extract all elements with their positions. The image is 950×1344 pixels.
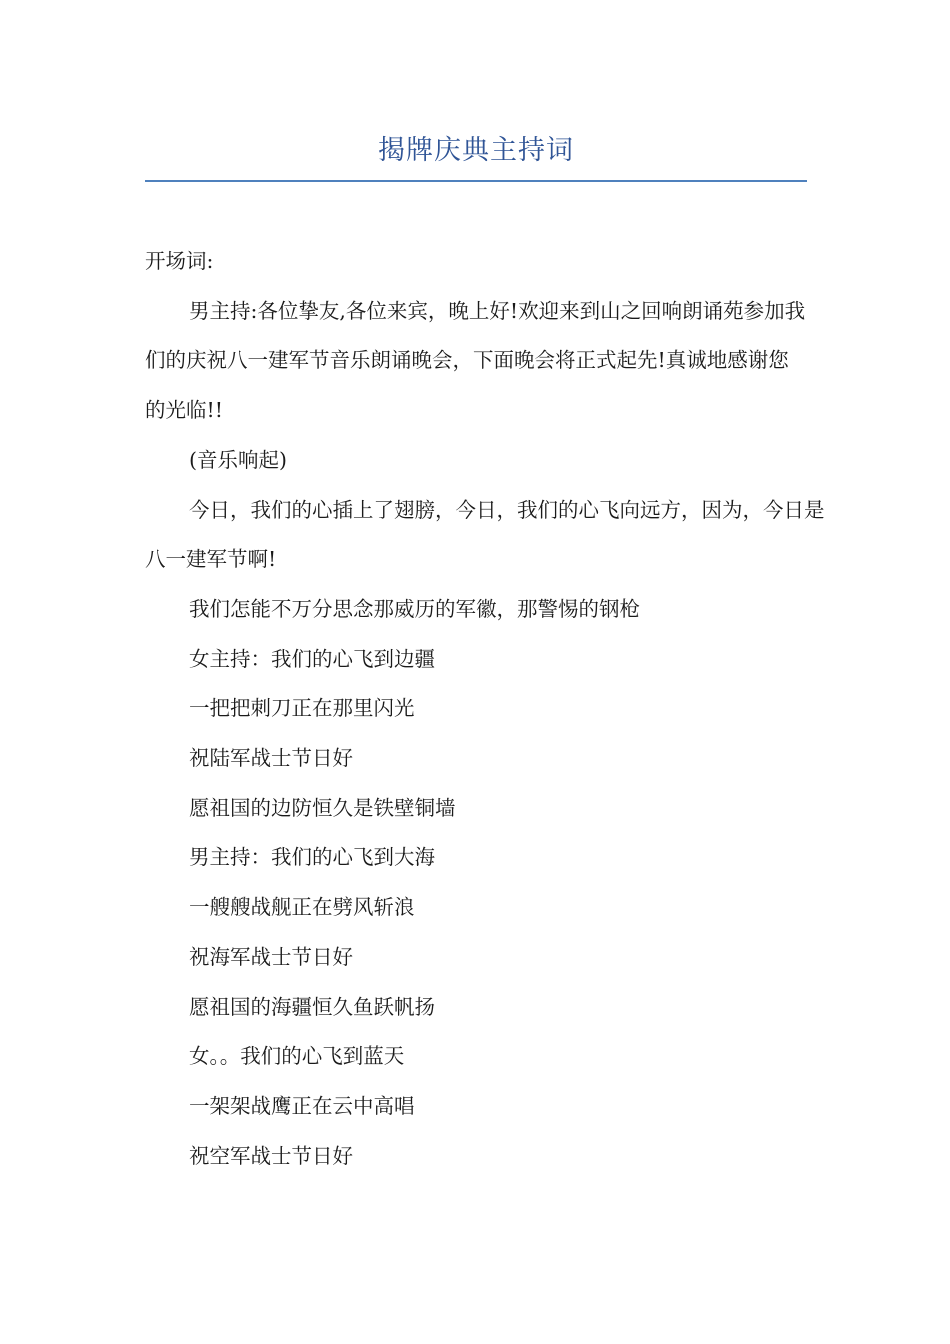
paragraph: 男主持:各位挚友,各位来宾，晚上好!欢迎来到山之回响朗诵苑参加我们的庆祝八一建军节音乐朗诵晚会，下面晚会将正式起先!真诚地感谢您的光临!! [145,298,806,423]
paragraph: 祝空军战士节日好 [189,1143,353,1168]
document-body [145,237,825,1181]
document-title: 揭牌庆典主持词 [378,135,574,166]
title-underline [145,180,807,182]
paragraph: 男主持：我们的心飞到大海 [189,845,435,870]
paragraph: 我们怎能不万分思念那威历的军徽，那警惕的钢枪 [189,596,640,621]
paragraph: 一把把刺刀正在那里闪光 [189,696,415,721]
paragraph: 女。。我们的心飞到蓝天 [189,1044,405,1069]
paragraph: (音乐响起) [189,447,287,472]
section-heading: 开场词: [145,249,214,273]
paragraph: 一艘艘战舰正在劈风斩浪 [189,895,415,920]
paragraph: 女主持：我们的心飞到边疆 [189,646,435,671]
paragraph: 愿祖国的边防恒久是铁壁铜墙 [189,795,456,820]
paragraph: 今日，我们的心插上了翅膀，今日，我们的心飞向远方，因为，今日是八一建军节啊! [145,497,825,572]
paragraph: 祝陆军战士节日好 [189,746,353,771]
paragraph: 一架架战鹰正在云中高唱 [189,1093,415,1118]
paragraph: 愿祖国的海疆恒久鱼跃帆扬 [189,994,435,1019]
paragraph: 祝海军战士节日好 [189,944,353,969]
